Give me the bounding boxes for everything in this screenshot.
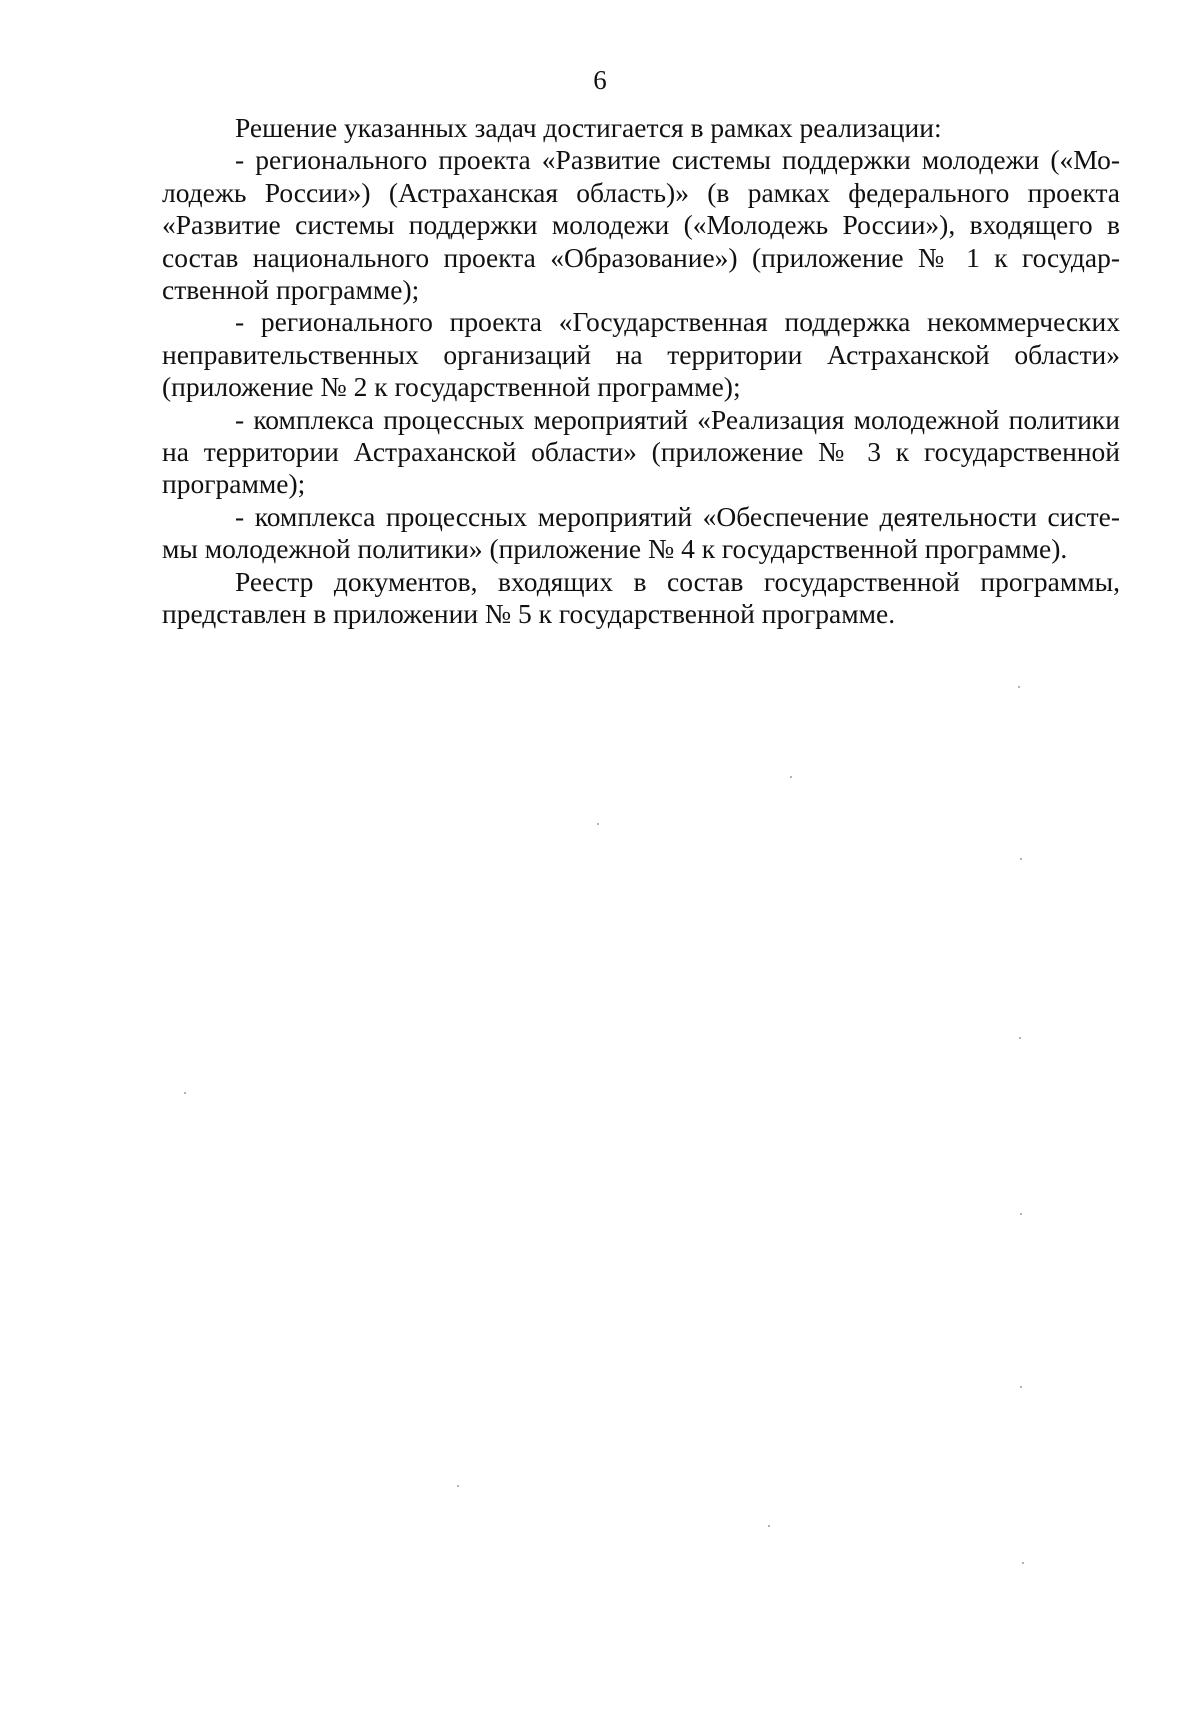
paragraph-item-ngo-support-project: - регионального проекта «Государственная поддержка некоммерческих неправительственных организаций на территории Астраханской области» (приложение № 2 к государственной программе); bbox=[162, 306, 1120, 403]
scan-speck bbox=[1020, 1213, 1022, 1215]
paragraph-item-youth-policy-system-complex: - комплекса процессных мероприятий «Обеспечение деятельности системы молодежной политики» (приложение № 4 к государственной программе). bbox=[162, 500, 1120, 565]
paragraph-item-youth-policy-complex: - комплекса процессных мероприятий «Реализация молодежной политики на территории Астраханской области» (приложение № 3 к государственной программе); bbox=[162, 403, 1120, 500]
scan-speck bbox=[1022, 1562, 1024, 1564]
scan-speck bbox=[597, 823, 599, 825]
scan-speck bbox=[1020, 1386, 1022, 1388]
scan-speck bbox=[1020, 858, 1022, 860]
scan-speck bbox=[1018, 686, 1020, 688]
paragraph-item-youth-support-project: - регионального проекта «Развитие системы поддержки молодежи («Молодежь России») (Астраханская область)» (в рамках федерального проекта «Развитие системы поддержки молодежи («Молодежь России»), входящего в состав национального проекта «Образование») (приложение № 1 к государственной программе); bbox=[162, 144, 1120, 306]
scan-speck bbox=[184, 1092, 186, 1094]
paragraph-registry: Реестр документов, входящих в состав государственной программы, представлен в приложении № 5 к государственной программе. bbox=[162, 565, 1120, 630]
page-number: 6 bbox=[593, 65, 607, 95]
scan-speck bbox=[768, 1525, 770, 1527]
scan-speck bbox=[1019, 1037, 1021, 1039]
scan-speck bbox=[790, 776, 792, 778]
document-body bbox=[162, 112, 1120, 631]
scan-speck bbox=[457, 1485, 459, 1487]
paragraph-intro: Решение указанных задач достигается в рамках реализации: bbox=[235, 112, 942, 143]
